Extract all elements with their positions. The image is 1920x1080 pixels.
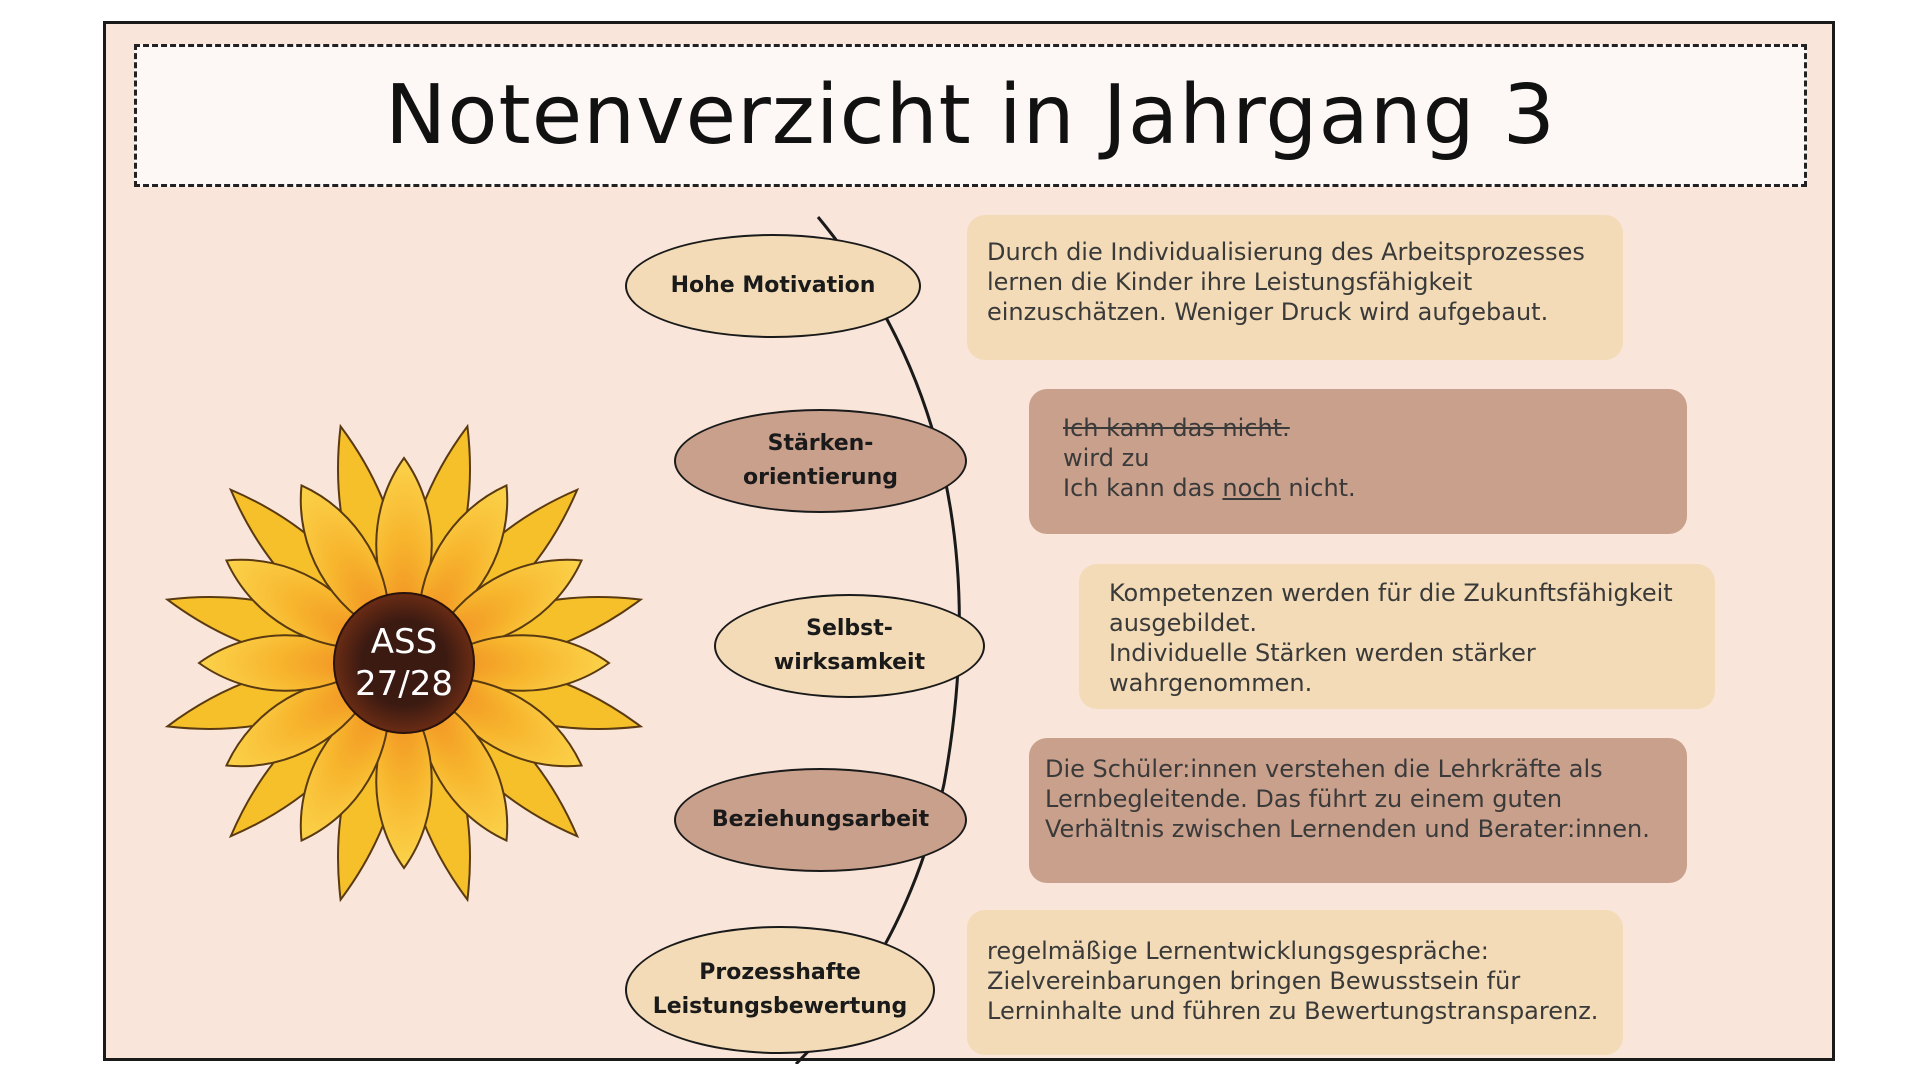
bubble-label: Beziehungsarbeit — [711, 807, 930, 832]
card-beziehungsarbeit — [1029, 738, 1687, 883]
bubble-label-line-2: orientierung — [743, 465, 898, 490]
card-line: regelmäßige Lernentwicklungsgespräche: — [987, 937, 1489, 965]
decoration-layer — [106, 24, 1838, 1064]
bubble-label-line-1: Stärken- — [767, 431, 874, 456]
card-line-last — [1063, 473, 1667, 503]
bubble-selbstwirksamkeit — [714, 594, 985, 698]
bubble-prozesshafte-leistungsbewertung — [625, 926, 935, 1054]
card-line: Verhältnis zwischen Lernenden und Berater:innen. — [1045, 815, 1650, 843]
card-selbstwirksamkeit — [1079, 564, 1715, 709]
card-line: Durch die Individualisierung des Arbeitsprozesses — [987, 238, 1585, 266]
text-fragment: nicht. — [1280, 474, 1356, 502]
bubble-hohe-motivation — [625, 234, 921, 338]
card-prozesshafte-leistungsbewertung — [967, 910, 1623, 1055]
bubble-label-line-2: wirksamkeit — [773, 650, 926, 675]
card-staerkenorientierung — [1029, 389, 1687, 534]
card-line: Kompetenzen werden für die Zukunftsfähigkeit — [1109, 579, 1673, 607]
card-line: wird zu — [1063, 444, 1150, 472]
card-line: Lernbegleitende. Das führt zu einem guten — [1045, 785, 1563, 813]
center-line-1: ASS — [370, 622, 438, 662]
underlined-word: noch — [1222, 474, 1281, 502]
center-line-2: 27/28 — [355, 664, 453, 704]
page-title: Notenverzicht in Jahrgang 3 — [385, 68, 1556, 163]
card-line: Lerninhalte und führen zu Bewertungstransparenz. — [987, 997, 1599, 1025]
bubble-label-line-1: Prozesshafte — [699, 960, 861, 985]
text-fragment: Ich kann das — [1063, 474, 1223, 502]
card-hohe-motivation — [967, 215, 1623, 360]
bubble-beziehungsarbeit — [674, 768, 967, 872]
bubble-label-line-1: Selbst- — [806, 616, 893, 641]
bubble-staerkenorientierung — [674, 409, 967, 513]
card-line: Zielvereinbarungen bringen Bewusstsein für — [987, 967, 1521, 995]
bubble-label: Hohe Motivation — [670, 273, 876, 298]
card-line: einzuschätzen. Weniger Druck wird aufgebaut. — [987, 298, 1549, 326]
bubble-label-line-2: Leistungsbewertung — [652, 994, 908, 1019]
card-line: Individuelle Stärken werden stärker — [1109, 639, 1536, 667]
flower-center-label — [333, 592, 475, 734]
card-line: wahrgenommen. — [1109, 669, 1313, 697]
card-line: ausgebildet. — [1109, 609, 1258, 637]
slide — [103, 21, 1835, 1061]
card-line-struck: Ich kann das nicht. — [1063, 414, 1290, 442]
card-line: Die Schüler:innen verstehen die Lehrkräfte als — [1045, 755, 1603, 783]
card-line: lernen die Kinder ihre Leistungsfähigkeit — [987, 268, 1473, 296]
